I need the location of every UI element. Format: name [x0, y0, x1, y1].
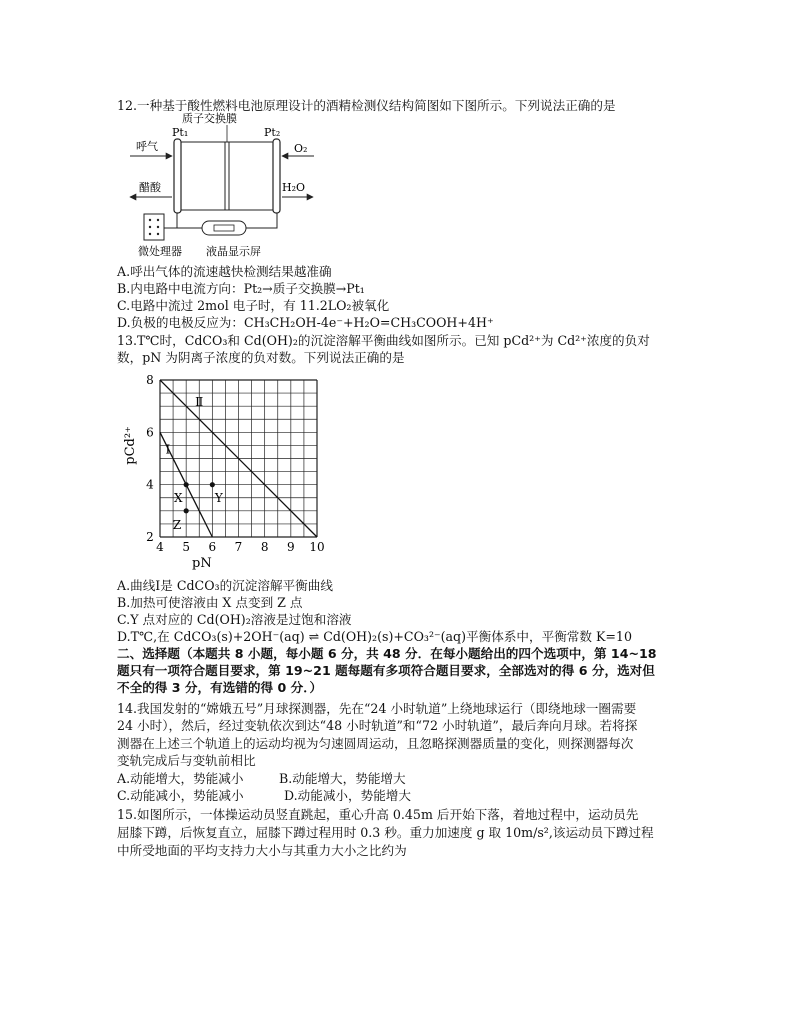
pt1-label: Pt₁	[172, 126, 189, 139]
q13-option-b: B.加热可使溶液由 X 点变到 Z 点	[117, 595, 303, 610]
q14-option-c: C.动能减小，势能减小	[117, 788, 244, 803]
solubility-chart	[120, 372, 330, 572]
q14-line4: 变轨完成后与变轨前相比	[117, 753, 256, 768]
y-tick-label: 8	[146, 373, 154, 387]
q12-option-c: C.电路中流过 2mol 电子时，有 11.2LO₂被氧化	[117, 298, 390, 313]
q13-option-c: C.Y 点对应的 Cd(OH)₂溶液是过饱和溶液	[117, 612, 352, 627]
section2-line1: 二、选择题（本题共 8 小题，每小题 6 分，共 48 分．在每小题给出的四个选项中，第 14~18	[117, 646, 657, 661]
point-z	[184, 508, 189, 513]
section2-line2: 题只有一项符合题目要求，第 19~21 题每题有多项符合题目要求，全部选对的得 6 分，选对但	[117, 663, 655, 678]
q12-option-b: B.内电路中电流方向：Pt₂→质子交换膜→Pt₁	[117, 281, 365, 296]
point-x	[184, 482, 189, 487]
pt2-electrode	[273, 139, 280, 213]
x-tick-label: 9	[287, 540, 295, 554]
x-tick-label: 8	[260, 540, 269, 554]
point-label-z: Z	[172, 518, 182, 533]
q13-stem-line2: 数，pN 为阴离子浓度的负对数。下列说法正确的是	[117, 350, 405, 365]
point-label-x: X	[174, 490, 183, 505]
curve-label-2: Ⅱ	[195, 395, 204, 410]
o2-label: O₂	[294, 142, 308, 155]
pt1-electrode	[174, 139, 181, 213]
x-axis-label: pN	[192, 556, 212, 571]
y-tick-label: 6	[146, 425, 154, 440]
lcd-label: 液晶显示屏	[206, 245, 261, 258]
section2-line3: 不全的得 3 分，有选错的得 0 分．）	[117, 680, 323, 695]
curve-label-1: Ⅰ	[165, 442, 171, 457]
membrane-label: 质子交换膜	[182, 112, 237, 125]
q12-option-d: D.负极的电极反应为：CH₃CH₂OH-4e⁻+H₂O=CH₃COOH+4H⁺	[117, 315, 494, 330]
fuel-cell-diagram	[124, 112, 314, 260]
q14-option-a: A.动能增大，势能减小	[117, 771, 244, 786]
q15-line1: 15.如图所示，一体操运动员竖直跳起，重心升高 0.45m 后开始下落，着地过程中，运动员先	[117, 807, 639, 822]
q13-stem-line1: 13.T℃时，CdCO₃和 Cd(OH)₂的沉淀溶解平衡曲线如图所示。已知 pCd²⁺为 Cd²⁺浓度的负对	[117, 333, 650, 348]
q13-option-d: D.T℃,在 CdCO₃(s)+2OH⁻(aq) ⇌ Cd(OH)₂(s)+CO₃²⁻(aq)平衡体系中，平衡常数 K=10	[117, 629, 632, 644]
x-tick-label: 7	[234, 540, 243, 554]
q15-line2: 屈膝下蹲，后恢复直立，屈膝下蹲过程用时 0.3 秒。重力加速度 g 取 10m/s²,该运动员下蹲过程	[117, 825, 654, 840]
q13-option-a: A.曲线Ⅰ是 CdCO₃的沉淀溶解平衡曲线	[117, 578, 333, 593]
breath-label: 呼气	[136, 140, 158, 153]
y-tick-label: 2	[146, 530, 154, 544]
pt2-label: Pt₂	[264, 126, 281, 139]
y-tick-label: 4	[146, 477, 154, 492]
x-tick-label: 6	[208, 540, 217, 554]
x-tick-label: 5	[182, 540, 190, 554]
x-tick-label: 10	[309, 540, 325, 554]
processor-box	[144, 214, 164, 240]
point-y	[210, 482, 215, 487]
q15-line3: 中所受地面的平均支持力大小与其重力大小之比约为	[117, 843, 407, 858]
q14-line3: 测器在上述三个轨道上的运动均视为匀速圆周运动，且忽略探测器质量的变化，则探测器每次	[117, 736, 634, 751]
x-tick-label: 4	[156, 540, 164, 554]
point-label-y: Y	[214, 490, 223, 505]
processor-label: 微处理器	[138, 245, 182, 258]
h2o-label: H₂O	[282, 181, 306, 194]
q14-option-b: B.动能增大，势能增大	[279, 771, 406, 786]
q14-option-d: D.动能减小，势能增大	[284, 788, 411, 803]
chart-points	[173, 482, 224, 532]
acid-label: 醋酸	[139, 181, 161, 194]
q14-line1: 14.我国发射的“嫦娥五号”月球探测器，先在“24 小时轨道”上绕地球运行（即绕地球一圈需要	[117, 701, 637, 716]
q12-option-a: A.呼出气体的流速越快检测结果越准确	[117, 264, 332, 279]
q12-stem: 12.一种基于酸性燃料电池原理设计的酒精检测仪结构简图如下图所示。下列说法正确的是	[117, 98, 616, 113]
y-axis-label: pCd²⁺	[123, 426, 138, 465]
q14-line2: 24 小时），然后，经过变轨依次到达“48 小时轨道”和“72 小时轨道”，最后奔向月球。若将探	[117, 718, 638, 733]
